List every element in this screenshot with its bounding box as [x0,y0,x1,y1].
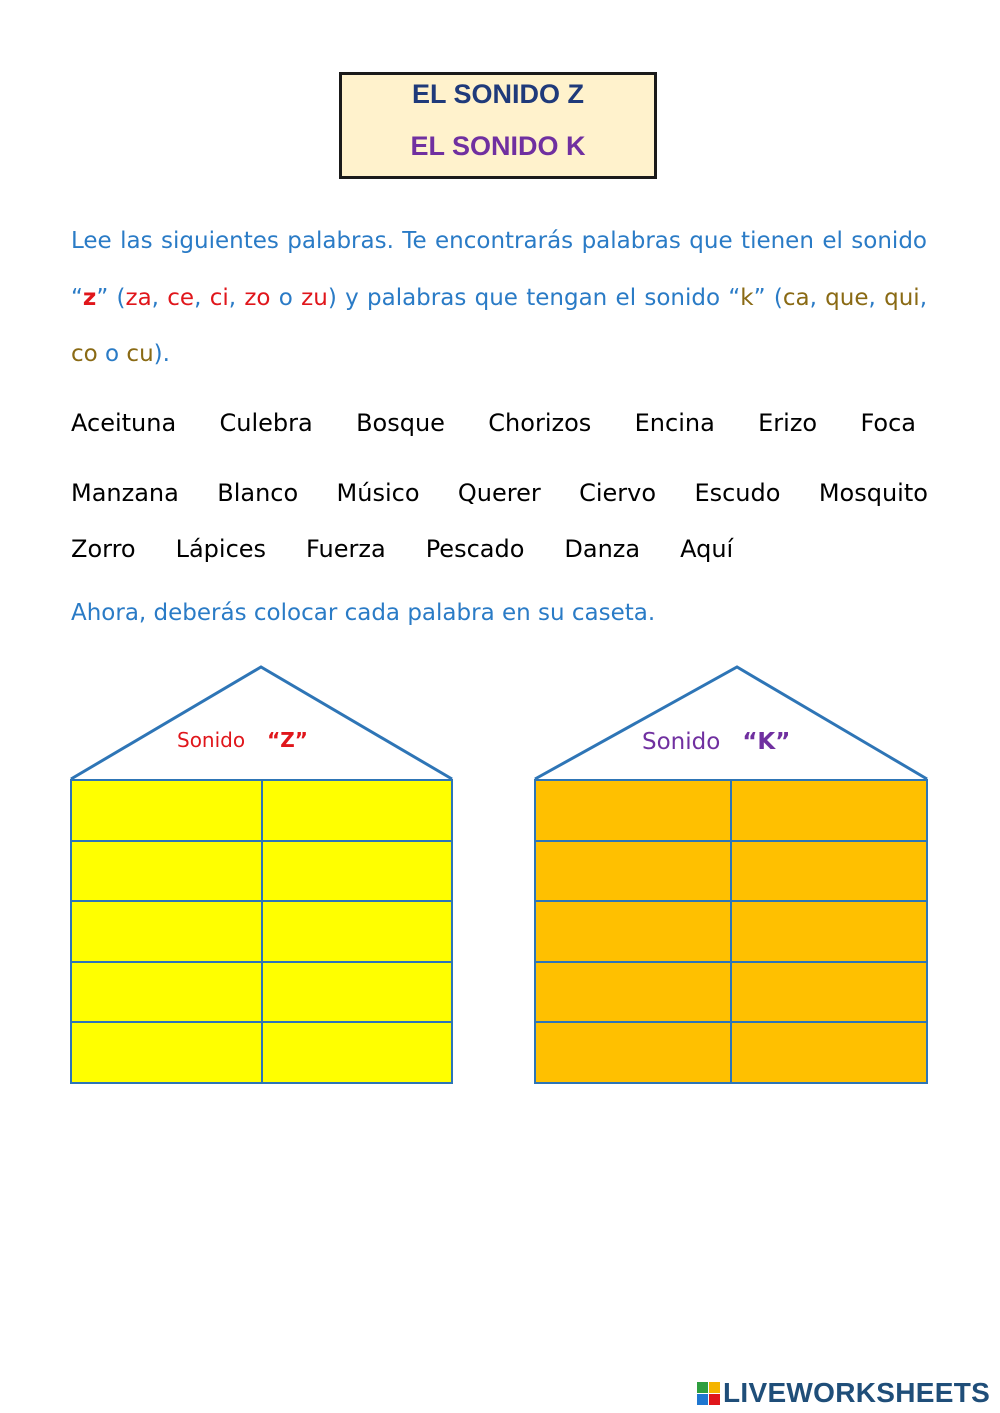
word-item[interactable]: Escudo [694,479,781,507]
intro-text: ” ( [753,284,783,311]
logo-text: LIVEWORKSHEETS [723,1377,991,1408]
title-box [339,72,657,179]
drop-cell[interactable] [535,1022,731,1083]
word-item[interactable]: Pescado [425,535,525,563]
drop-cell[interactable] [535,962,731,1023]
house-k-roof [534,665,928,785]
drop-cell[interactable] [262,962,453,1023]
drop-cell[interactable] [71,901,262,962]
instruction-text: Ahora, deberás colocar cada palabra en su caseta. [71,600,656,626]
drop-cell[interactable] [71,780,262,841]
drop-cell[interactable] [262,1022,453,1083]
title-sound-z: EL SONIDO Z [411,79,585,109]
house-z-label-word: Sonido [177,728,246,752]
word-row-3 [71,529,928,569]
word-item[interactable]: Chorizos [488,409,592,437]
word-item[interactable]: Blanco [217,479,299,507]
drop-cell[interactable] [731,1022,927,1083]
drop-cell[interactable] [71,962,262,1023]
drop-cell[interactable] [731,780,927,841]
separator: , [919,284,927,311]
word-item[interactable]: Culebra [219,409,313,437]
word-row-2 [71,473,928,513]
logo-mark-icon [697,1382,720,1405]
drop-cell[interactable] [535,841,731,902]
drop-cell[interactable] [731,901,927,962]
intro-text: ” ( [96,284,126,311]
drop-cell[interactable] [71,841,262,902]
title-sound-k: EL SONIDO K [410,131,586,161]
z-syllable: zu [301,284,328,311]
word-item[interactable]: Encina [634,409,715,437]
k-syllable: cu [126,341,154,367]
house-z [70,665,453,1085]
separator: o [97,341,127,367]
separator: , [151,284,168,311]
drop-cell[interactable] [731,962,927,1023]
word-row-1 [71,403,928,443]
drop-cell[interactable] [262,901,453,962]
separator: , [868,284,885,311]
intro-text: ) y palabras que tengan el sonido “ [327,284,741,311]
liveworksheets-logo [697,1378,990,1408]
word-item[interactable]: Aceituna [71,409,177,437]
k-syllable: qui [884,284,920,311]
house-k-label-word: Sonido [642,729,721,755]
word-item[interactable]: Ciervo [579,479,657,507]
house-z-grid [70,779,453,1084]
word-item[interactable]: Mosquito [818,479,928,507]
z-syllable: ci [209,284,229,311]
house-k-label [642,729,790,755]
word-item[interactable]: Querer [457,479,541,507]
z-letter: z [82,284,97,311]
house-k [534,665,928,1085]
word-item[interactable]: Zorro [71,535,136,563]
word-item[interactable]: Erizo [758,409,818,437]
intro-text: ). [153,341,170,367]
k-syllable: que [825,284,869,311]
word-item[interactable]: Manzana [71,479,179,507]
house-k-grid [534,779,928,1084]
house-z-roof [70,665,453,785]
word-item[interactable]: Músico [336,479,420,507]
drop-cell[interactable] [535,780,731,841]
word-item[interactable]: Bosque [356,409,445,437]
house-z-sound: “Z” [267,728,308,752]
separator: , [228,284,245,311]
intro-text: Lee las siguientes palabras. Te encontrarás palabras que tienen el sonido “ [71,228,927,311]
drop-cell[interactable] [71,1022,262,1083]
k-letter: k [740,284,754,311]
separator: o [270,284,302,311]
z-syllable: zo [244,284,271,311]
drop-cell[interactable] [262,780,453,841]
separator: , [194,284,210,311]
house-z-label [177,728,308,752]
word-item[interactable]: Lápices [175,535,267,563]
drop-cell[interactable] [731,841,927,902]
word-item[interactable]: Fuerza [306,535,386,563]
word-item[interactable]: Foca [860,409,916,437]
z-syllable: za [125,284,152,311]
drop-cell[interactable] [262,841,453,902]
drop-cell[interactable] [535,901,731,962]
separator: , [809,284,826,311]
k-syllable: ca [782,284,810,311]
z-syllable: ce [167,284,195,311]
k-syllable: co [71,341,98,367]
intro-paragraph [71,213,927,383]
word-item[interactable]: Aquí [680,535,734,563]
house-k-sound: “K” [742,729,791,755]
word-item[interactable]: Danza [564,535,641,563]
